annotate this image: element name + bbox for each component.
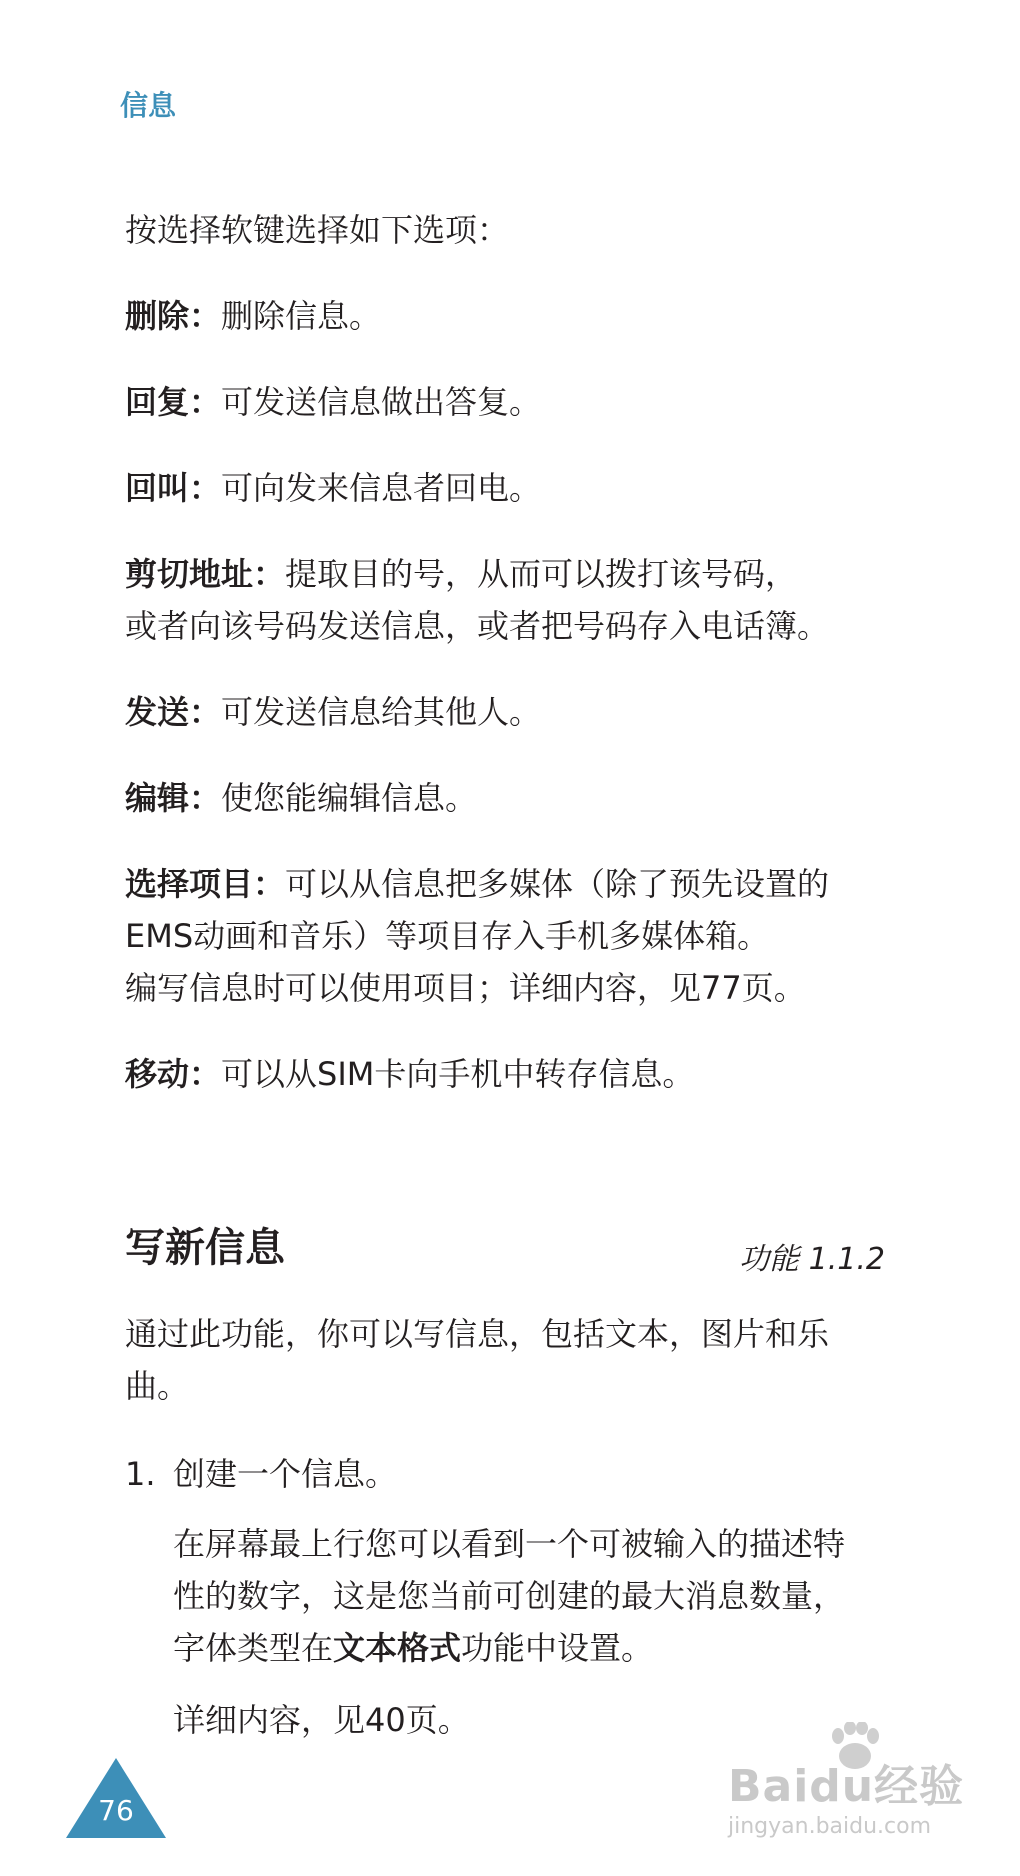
step-detail-text — [173, 1518, 895, 1674]
option-callback — [125, 462, 895, 514]
option-term: 回复： — [125, 383, 222, 421]
step-detail — [173, 1518, 895, 1746]
option-send — [125, 686, 895, 738]
desc-line: 通过此功能，你可以写信息，包括文本，图片和乐 — [125, 1315, 830, 1353]
option-edit — [125, 772, 895, 824]
intro-text: 按选择软键选择如下选项： — [125, 211, 510, 249]
option-select-items — [125, 858, 895, 1014]
baidu-watermark — [728, 1722, 978, 1852]
section-description — [125, 1308, 895, 1412]
page-content — [125, 204, 895, 1766]
page-number: 76 — [98, 1794, 134, 1827]
option-desc: 可以从信息把多媒体（除了预先设置的 — [285, 865, 830, 903]
detail-bold-term: 文本格式 — [333, 1629, 462, 1667]
option-term: 发送： — [125, 693, 222, 731]
option-term: 剪切地址： — [125, 555, 286, 593]
running-header: 信息 — [120, 89, 177, 122]
option-desc: 可向发来信息者回电。 — [221, 469, 542, 507]
option-move — [125, 1048, 895, 1100]
detail-line: 在屏幕最上行您可以看到一个可被输入的描述特 — [173, 1525, 846, 1563]
step-text: 创建一个信息。 — [173, 1455, 398, 1493]
option-term: 编辑： — [125, 779, 222, 817]
option-cut-address — [125, 548, 895, 652]
option-desc: 使您能编辑信息。 — [221, 779, 478, 817]
section-header — [125, 1216, 895, 1280]
option-desc: 可发送信息做出答复。 — [221, 383, 542, 421]
option-desc: 或者向该号码发送信息，或者把号码存入电话簿。 — [125, 607, 830, 645]
option-desc: 编写信息时可以使用项目；详细内容，见77页。 — [125, 969, 806, 1007]
option-desc: 提取目的号，从而可以拨打该号码， — [285, 555, 798, 593]
option-term: 选择项目： — [125, 865, 286, 903]
option-desc: 可发送信息给其他人。 — [221, 693, 542, 731]
option-delete — [125, 290, 895, 342]
step-note: 详细内容，见40页。 — [173, 1701, 470, 1739]
section-title: 写新信息 — [125, 1225, 285, 1271]
step-item — [125, 1448, 895, 1500]
option-term: 删除： — [125, 297, 222, 335]
option-desc: 删除信息。 — [221, 297, 382, 335]
option-term: 移动： — [125, 1055, 222, 1093]
page-number-badge — [66, 1758, 166, 1838]
detail-line: 功能中设置。 — [461, 1629, 654, 1667]
detail-line: 性的数字，这是您当前可创建的最大消息数量， — [173, 1577, 846, 1615]
detail-line: 字体类型在 — [173, 1629, 334, 1667]
option-term: 回叫： — [125, 469, 222, 507]
option-reply — [125, 376, 895, 428]
function-reference: 功能 1.1.2 — [739, 1242, 885, 1277]
watermark-url: jingyan.baidu.com — [728, 1814, 932, 1839]
desc-line: 曲。 — [125, 1367, 190, 1405]
option-desc: EMS动画和音乐）等项目存入手机多媒体箱。 — [125, 917, 770, 955]
watermark-brand: Baidu经验 — [728, 1761, 965, 1812]
option-desc: 可以从SIM卡向手机中转存信息。 — [221, 1055, 695, 1093]
step-number: 1. — [125, 1455, 156, 1493]
